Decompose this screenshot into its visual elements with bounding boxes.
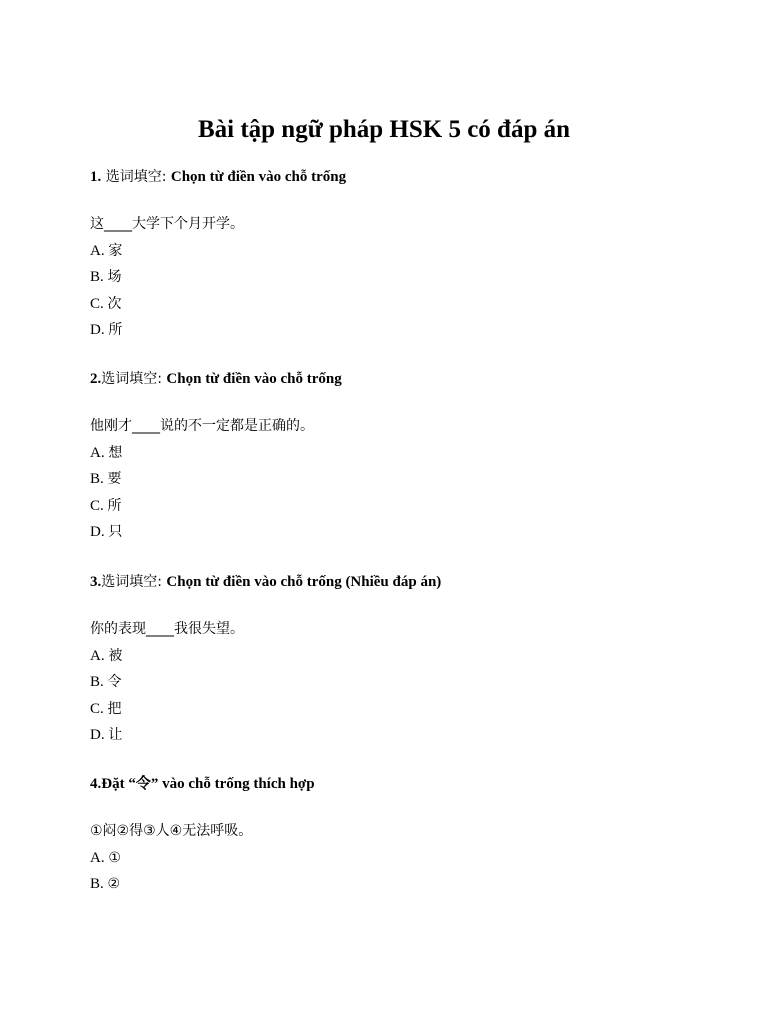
option-b[interactable] [90, 266, 730, 288]
option-a[interactable] [90, 442, 730, 464]
question-number: 4. [90, 776, 102, 792]
option-label: A. [90, 849, 109, 866]
question-number: 2. [90, 371, 102, 387]
option-text: 让 [108, 727, 123, 743]
option-label: B. [90, 269, 108, 285]
question-heading [90, 773, 730, 795]
question-sentence: ①闷②得③人④无法呼吸。 [90, 823, 253, 839]
option-text: 只 [108, 524, 123, 540]
option-label: B. [90, 876, 108, 892]
page-title: Bài tập ngữ pháp HSK 5 có đáp án [197, 116, 571, 143]
option-text: 想 [108, 444, 123, 461]
option-label: C. [90, 295, 108, 312]
option-b[interactable] [90, 468, 730, 490]
option-b[interactable] [90, 671, 730, 693]
question-sentence: 他刚才____说的不一定都是正确的。 [90, 418, 314, 434]
option-text: 把 [107, 700, 122, 717]
option-label: A. [90, 444, 109, 461]
option-label: D. [90, 322, 109, 338]
option-label: B. [90, 674, 108, 690]
question-number: 3. [90, 574, 102, 590]
option-label: B. [90, 471, 108, 487]
question-instruction-cn: 选词填空: [101, 574, 167, 590]
option-text: ① [108, 849, 121, 866]
option-d[interactable] [90, 724, 730, 746]
option-b[interactable] [90, 873, 730, 895]
option-text: 所 [107, 497, 122, 514]
question-heading [90, 166, 730, 188]
question-sentence: 你的表现____我很失望。 [90, 621, 244, 637]
option-c[interactable] [90, 698, 730, 720]
question-instruction-vi: Chọn từ điền vào chỗ trống [166, 371, 342, 387]
question-1 [90, 166, 730, 341]
option-c[interactable] [90, 495, 730, 517]
option-label: A. [90, 242, 109, 259]
question-3 [90, 571, 730, 746]
question-heading [90, 571, 730, 593]
option-label: C. [90, 700, 108, 717]
option-text: 家 [108, 242, 123, 259]
option-text: 所 [108, 322, 123, 338]
question-4 [90, 773, 730, 895]
option-text: 场 [107, 269, 122, 285]
option-d[interactable] [90, 521, 730, 543]
question-sentence: 这____大学下个月开学。 [90, 216, 244, 232]
question-instruction-vi: Chọn từ điền vào chỗ trống (Nhiều đáp án) [166, 574, 442, 590]
question-instruction-vi: Chọn từ điền vào chỗ trống [170, 169, 347, 185]
option-a[interactable] [90, 240, 730, 262]
option-text: ② [107, 876, 121, 892]
question-2 [90, 368, 730, 543]
option-text: 令 [107, 674, 122, 690]
question-instruction-vi: Đặt “令” vào chỗ trống thích hợp [101, 776, 315, 792]
option-label: C. [90, 497, 108, 514]
option-text: 被 [108, 647, 123, 664]
question-heading [90, 368, 730, 390]
option-d[interactable] [90, 319, 730, 341]
option-text: 次 [107, 295, 122, 312]
question-instruction-cn: 选词填空: [101, 371, 167, 387]
option-c[interactable] [90, 293, 730, 315]
option-a[interactable] [90, 645, 730, 667]
option-a[interactable] [90, 847, 730, 869]
question-number: 1. [90, 169, 102, 185]
question-instruction-cn: 选词填空: [101, 169, 171, 185]
option-text: 要 [107, 471, 122, 487]
option-label: D. [90, 524, 109, 540]
option-label: A. [90, 647, 109, 664]
option-label: D. [90, 727, 109, 743]
